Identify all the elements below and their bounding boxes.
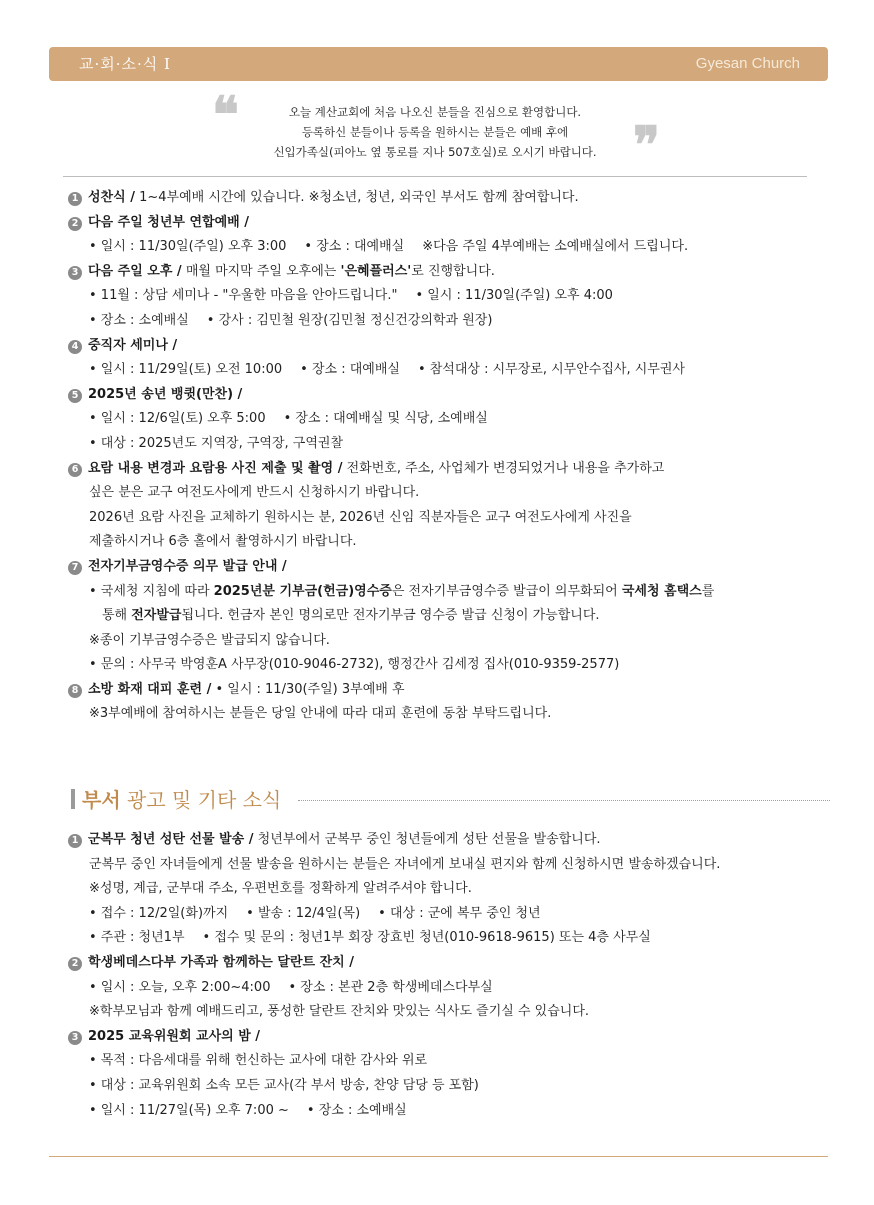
- notice-text-line: 제출하시거나 6층 홀에서 촬영하시기 바랍니다.: [89, 534, 357, 550]
- notice-detail: [68, 1099, 858, 1124]
- notice-text: 매월 마지막 주일 오후에는: [181, 263, 341, 279]
- detail-shipping: • 발송 : 12/4일(목): [246, 905, 361, 921]
- text-strong: 전자발급: [131, 608, 182, 624]
- detail-place: • 장소 : 대예배실 및 식당, 소예배실: [283, 411, 488, 427]
- notice-text-line: ※성명, 계급, 군부대 주소, 우편번호를 정확하게 알려주셔야 합니다.: [89, 881, 472, 897]
- notice-highlight: '은혜플러스': [340, 263, 412, 279]
- notice-title: 다음 주일 청년부 연합예배 /: [88, 214, 249, 230]
- notice-text-line: ※학부모님과 함께 예배드리고, 풍성한 달란트 잔치와 맛있는 식사도 즐기실 수 있습니다.: [89, 1004, 590, 1020]
- notice-title: 전자기부금영수증 의무 발급 안내 /: [88, 558, 287, 574]
- detail-date: • 일시 : 11/27일(목) 오후 7:00 ~: [89, 1102, 289, 1118]
- number-badge: 2: [68, 957, 82, 971]
- welcome-line: 등록하신 분들이나 등록을 원하시는 분들은 예배 후에: [301, 125, 569, 139]
- notice-title: 2025년 송년 뱅큇(만찬) /: [88, 386, 243, 402]
- number-badge: 8: [68, 684, 82, 698]
- number-badge: 1: [68, 834, 82, 848]
- notice-title: 성찬식 /: [88, 190, 135, 205]
- dotted-divider: [298, 800, 830, 801]
- notice-7: [68, 555, 858, 580]
- notice-text: • 일시 : 11/30(주일) 3부예배 후: [211, 681, 405, 697]
- notice-title: 군복무 청년 성탄 선물 발송 /: [88, 832, 254, 847]
- notice-detail: • 대상 : 교육위원회 소속 모든 교사(각 부서 방송, 찬양 담당 등 포함): [89, 1077, 479, 1093]
- notice-text-line: [68, 580, 858, 605]
- notice-detail: [68, 902, 858, 927]
- welcome-box: [200, 85, 670, 174]
- notice-detail: [68, 235, 858, 260]
- detail-date: • 일시 : 11/30일(주일) 오후 3:00: [89, 239, 287, 255]
- detail-place: • 장소 : 소예배실: [306, 1102, 407, 1118]
- section-title: [82, 784, 281, 813]
- notice-text: 로 진행합니다.: [411, 263, 495, 279]
- footer-divider: [49, 1156, 828, 1157]
- notice-detail: • 목적 : 다음세대를 위해 헌신하는 교사에 대한 감사와 위로: [89, 1053, 428, 1069]
- number-badge: 3: [68, 266, 82, 280]
- text-part: 은 전자기부금영수증 발급이 의무화되어: [391, 583, 622, 599]
- detail-note: ※다음 주일 4부예배는 소예배실에서 드립니다.: [422, 239, 689, 255]
- notice-4: [68, 334, 858, 359]
- section-marker: [71, 789, 75, 809]
- text-strong: 2025년분 기부금(헌금)영수증: [213, 583, 392, 599]
- detail-date: • 일시 : 11/30일(주일) 오후 4:00: [415, 288, 613, 304]
- detail-target: • 참석대상 : 시무장로, 시무안수집사, 시무권사: [417, 362, 685, 378]
- detail-target: • 대상 : 2025년도 지역장, 구역장, 구역권찰: [89, 435, 344, 451]
- department-notices: [68, 828, 858, 1123]
- header-bar: [49, 47, 828, 81]
- notice-title: 중직자 세미나 /: [88, 337, 178, 353]
- notice-8: [68, 678, 858, 703]
- welcome-line: 오늘 계산교회에 처음 나오신 분들을 진심으로 환영합니다.: [288, 105, 582, 119]
- number-badge: 7: [68, 561, 82, 575]
- number-badge: 4: [68, 340, 82, 354]
- text-strong: 국세청 홈택스: [621, 583, 702, 599]
- notice-text: 청년부에서 군복무 중인 청년들에게 성탄 선물을 발송합니다.: [253, 832, 601, 847]
- notice-text-line: [68, 604, 858, 629]
- church-notices: [68, 186, 858, 727]
- header-subtitle: Gyesan Church: [695, 55, 800, 72]
- detail-place: • 장소 : 대예배실: [300, 362, 400, 378]
- notice-title: 학생베데스다부 가족과 함께하는 달란트 잔치 /: [88, 954, 354, 970]
- notice-text: 1~4부예배 시간에 있습니다. ※청소년, 청년, 외국인 부서도 함께 참여합니다.: [134, 190, 579, 205]
- detail-topic: • 11월 : 상담 세미나 - "우울한 마음을 안아드립니다.": [89, 288, 398, 304]
- quote-open-icon: ❝: [212, 85, 239, 144]
- header-title: 교·회·소·식 I: [79, 55, 171, 73]
- number-badge: 1: [68, 192, 82, 206]
- notice-contact: • 문의 : 사무국 박영훈A 사무장(010-9046-2732), 행정간사 김세정 집사(010-9359-2577): [89, 657, 620, 673]
- notice-2: [68, 211, 858, 236]
- divider: [63, 176, 807, 177]
- dept-notice-3: [68, 1025, 858, 1050]
- detail-host: • 주관 : 청년1부: [89, 930, 185, 946]
- notice-text-line: 2026년 요람 사진을 교체하기 원하시는 분, 2026년 신임 직분자들은 교구 여전도사에게 사진을: [89, 509, 632, 525]
- detail-date: • 일시 : 11/29일(토) 오전 10:00: [89, 362, 283, 378]
- detail-date: • 일시 : 12/6일(토) 오후 5:00: [89, 411, 266, 427]
- text-part: 됩니다. 헌금자 본인 명의로만 전자기부금 영수증 발급 신청이 가능합니다.: [181, 608, 600, 624]
- text-part: 를: [701, 583, 715, 599]
- detail-contact: • 접수 및 문의 : 청년1부 회장 장효빈 청년(010-9618-9615) 또는 4층 사무실: [202, 930, 651, 946]
- notice-detail: [68, 284, 858, 309]
- detail-date: • 일시 : 오늘, 오후 2:00~4:00: [89, 979, 271, 995]
- number-badge: 3: [68, 1031, 82, 1045]
- notice-title: 2025 교육위원회 교사의 밤 /: [88, 1028, 261, 1044]
- text-part: • 국세청 지침에 따라: [89, 583, 214, 599]
- notice-text-line: ※3부예배에 참여하시는 분들은 당일 안내에 따라 대피 훈련에 동참 부탁드립니다.: [89, 706, 552, 722]
- detail-target: • 대상 : 군에 복무 중인 청년: [378, 905, 541, 921]
- detail-speaker: • 강사 : 김민철 원장(김민철 정신건강의학과 원장): [206, 312, 493, 328]
- notice-detail: [68, 432, 858, 457]
- notice-1: [68, 186, 858, 211]
- notice-title: 소방 화재 대피 훈련 /: [88, 681, 212, 697]
- detail-place: • 장소 : 대예배실: [304, 239, 405, 255]
- notice-6: [68, 457, 858, 482]
- dept-notice-2: [68, 951, 858, 976]
- notice-text-line: ※종이 기부금영수증은 발급되지 않습니다.: [89, 632, 330, 648]
- number-badge: 5: [68, 389, 82, 403]
- notice-detail: [68, 976, 858, 1001]
- detail-receipt: • 접수 : 12/2일(화)까지: [89, 905, 229, 921]
- notice-3: [68, 260, 858, 285]
- section-title-rest: 광고 및 기타 소식: [120, 788, 282, 812]
- notice-text-line: 싶은 분은 교구 여전도사에게 반드시 신청하시기 바랍니다.: [89, 485, 420, 501]
- notice-text: 전화번호, 주소, 사업체가 변경되었거나 내용을 추가하고: [342, 460, 665, 476]
- notice-detail: [68, 358, 858, 383]
- notice-5: [68, 383, 858, 408]
- notice-detail: [68, 309, 858, 334]
- welcome-message: [200, 102, 670, 162]
- welcome-line: 신입가족실(피아노 옆 통로를 지나 507호실)로 오시기 바랍니다.: [273, 145, 597, 159]
- text-part: 통해: [102, 608, 132, 624]
- notice-detail: [68, 407, 858, 432]
- quote-close-icon: ❞: [633, 115, 660, 174]
- dept-notice-1: [68, 828, 858, 853]
- detail-place: • 장소 : 본관 2층 학생베데스다부실: [288, 979, 493, 995]
- notice-title: 요람 내용 변경과 요람용 사진 제출 및 촬영 /: [88, 460, 343, 476]
- number-badge: 6: [68, 463, 82, 477]
- number-badge: 2: [68, 217, 82, 231]
- section-title-strong: 부서: [82, 788, 121, 812]
- notice-title: 다음 주일 오후 /: [88, 263, 182, 279]
- notice-text-line: 군복무 중인 자녀들에게 선물 발송을 원하시는 분들은 자녀에게 보내실 편지와 함께 신청하시면 발송하겠습니다.: [89, 856, 721, 872]
- detail-place: • 장소 : 소예배실: [89, 312, 189, 328]
- notice-detail: [68, 926, 858, 951]
- section-heading: [68, 784, 838, 814]
